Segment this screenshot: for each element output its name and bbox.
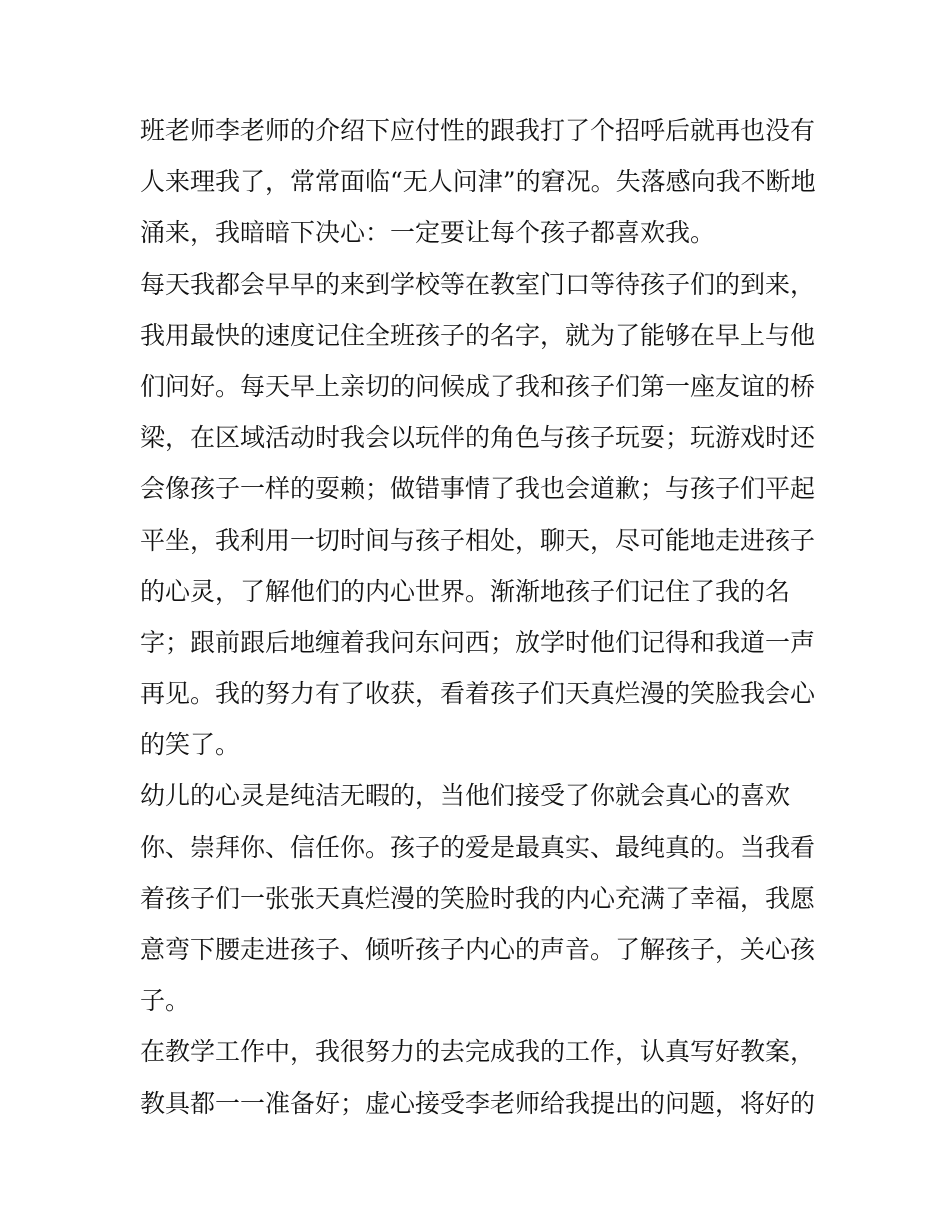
text-line: 我用最快的速度记住全班孩子的名字，就为了能够在早上与他 (140, 320, 816, 350)
text-line: 的笑了。 (140, 730, 241, 760)
text-line: 子。 (140, 986, 191, 1016)
text-line: 梁，在区域活动时我会以玩伴的角色与孩子玩耍；玩游戏时还 (140, 423, 816, 453)
text-line: 着孩子们一张张天真烂漫的笑脸时我的内心充满了幸福，我愿 (140, 883, 816, 913)
text-line: 每天我都会早早的来到学校等在教室门口等待孩子们的到来， (140, 269, 816, 299)
text-line: 教具都一一准备好；虚心接受李老师给我提出的问题，将好的 (140, 1088, 816, 1118)
text-line: 的心灵，了解他们的内心世界。渐渐地孩子们记住了我的名 (140, 576, 791, 606)
text-line: 幼儿的心灵是纯洁无暇的，当他们接受了你就会真心的喜欢 (140, 781, 791, 811)
body-text (140, 105, 820, 1129)
text-line: 你、崇拜你、信任你。孩子的爱是最真实、最纯真的。当我看 (140, 832, 816, 862)
text-line: 人来理我了，常常面临“无人问津”的窘况。失落感向我不断地 (140, 167, 816, 197)
text-line: 意弯下腰走进孩子、倾听孩子内心的声音。了解孩子，关心孩 (140, 935, 816, 964)
text-line: 会像孩子一样的耍赖；做错事情了我也会道歉；与孩子们平起 (140, 474, 816, 504)
text-line: 字；跟前跟后地缠着我问东问西；放学时他们记得和我道一声 (140, 627, 816, 657)
text-line: 平坐，我利用一切时间与孩子相处，聊天，尽可能地走进孩子 (140, 525, 816, 555)
text-line: 班老师李老师的介绍下应付性的跟我打了个招呼后就再也没有 (140, 116, 816, 145)
text-line: 涌来，我暗暗下决心：一定要让每个孩子都喜欢我。 (140, 218, 716, 248)
text-line: 再见。我的努力有了收获，看着孩子们天真烂漫的笑脸我会心 (140, 679, 816, 709)
text-line: 在教学工作中，我很努力的去完成我的工作，认真写好教案， (140, 1037, 816, 1067)
text-line: 们问好。每天早上亲切的问候成了我和孩子们第一座友谊的桥 (140, 371, 816, 401)
